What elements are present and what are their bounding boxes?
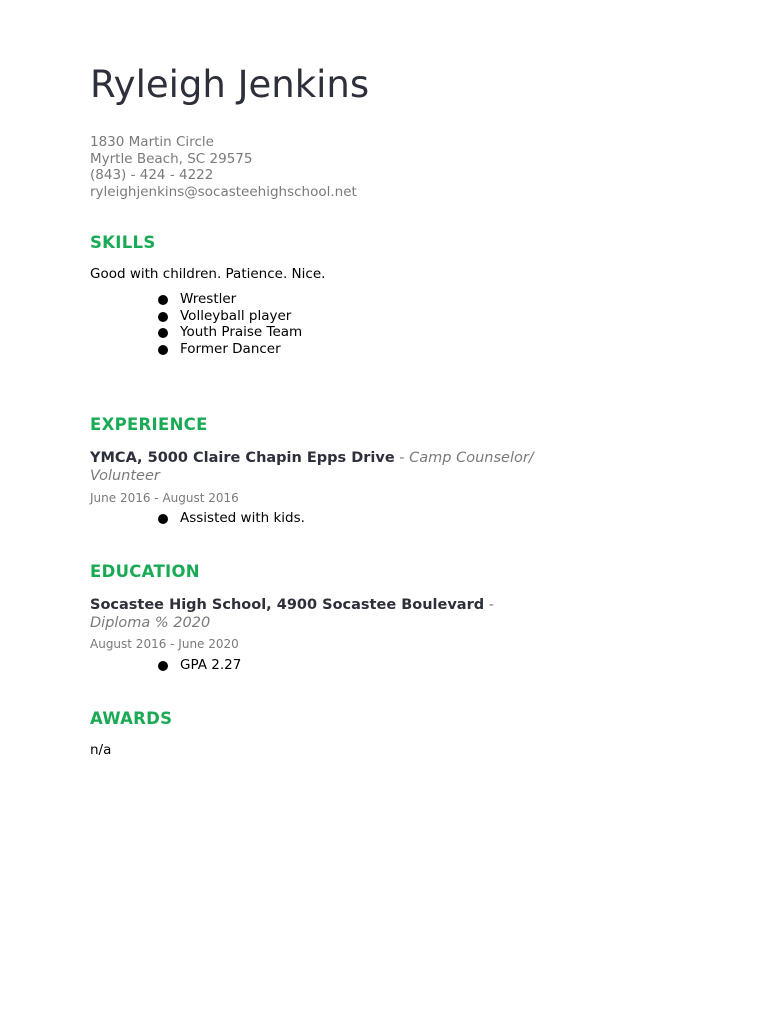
title-separator: - [394, 450, 410, 466]
experience-dates: June 2016 - August 2016 [90, 491, 239, 505]
degree: Diploma % 2020 [90, 615, 211, 631]
education-entry-title [90, 596, 570, 632]
bullet-icon [158, 345, 168, 355]
address-line-2: Myrtle Beach, SC 29575 [90, 150, 253, 167]
skill-item: Wrestler [180, 291, 237, 307]
list-item [158, 510, 305, 527]
bullet-icon [158, 661, 168, 671]
education-bullets [158, 657, 241, 674]
employer-name: YMCA, 5000 Claire Chapin Epps Drive [90, 450, 395, 466]
skill-item: Volleyball player [180, 307, 292, 324]
list-item [158, 657, 241, 674]
address-line-1: 1830 Martin Circle [90, 134, 214, 150]
skill-item: Youth Praise Team [180, 324, 303, 341]
email-address: ryleighjenkins@socasteehighschool.net [90, 183, 357, 200]
education-bullet: GPA 2.27 [180, 657, 242, 673]
title-separator: - [484, 597, 494, 613]
list-item [158, 308, 302, 325]
experience-heading: EXPERIENCE [90, 415, 208, 434]
school-name: Socastee High School, 4900 Socastee Boulevard [90, 597, 485, 613]
skills-summary: Good with children. Patience. Nice. [90, 266, 326, 282]
skill-item: Former Dancer [180, 341, 281, 358]
bullet-icon [158, 514, 168, 524]
awards-heading: AWARDS [90, 709, 173, 728]
bullet-icon [158, 328, 168, 338]
education-dates: August 2016 - June 2020 [90, 637, 239, 651]
skills-list [158, 291, 302, 358]
contact-block [90, 134, 357, 200]
education-heading: EDUCATION [90, 562, 200, 581]
bullet-icon [158, 295, 168, 305]
experience-bullets [158, 510, 305, 527]
experience-entry-title [90, 449, 570, 485]
list-item [158, 291, 302, 308]
bullet-icon [158, 312, 168, 322]
list-item [158, 341, 302, 358]
job-role: Camp Counselor/ Volunteer [90, 450, 534, 484]
list-item [158, 324, 302, 341]
skills-heading: SKILLS [90, 233, 156, 252]
phone-number: (843) - 424 - 4222 [90, 167, 214, 183]
awards-text: n/a [90, 742, 112, 758]
candidate-name: Ryleigh Jenkins [90, 63, 370, 106]
experience-bullet: Assisted with kids. [180, 510, 305, 526]
